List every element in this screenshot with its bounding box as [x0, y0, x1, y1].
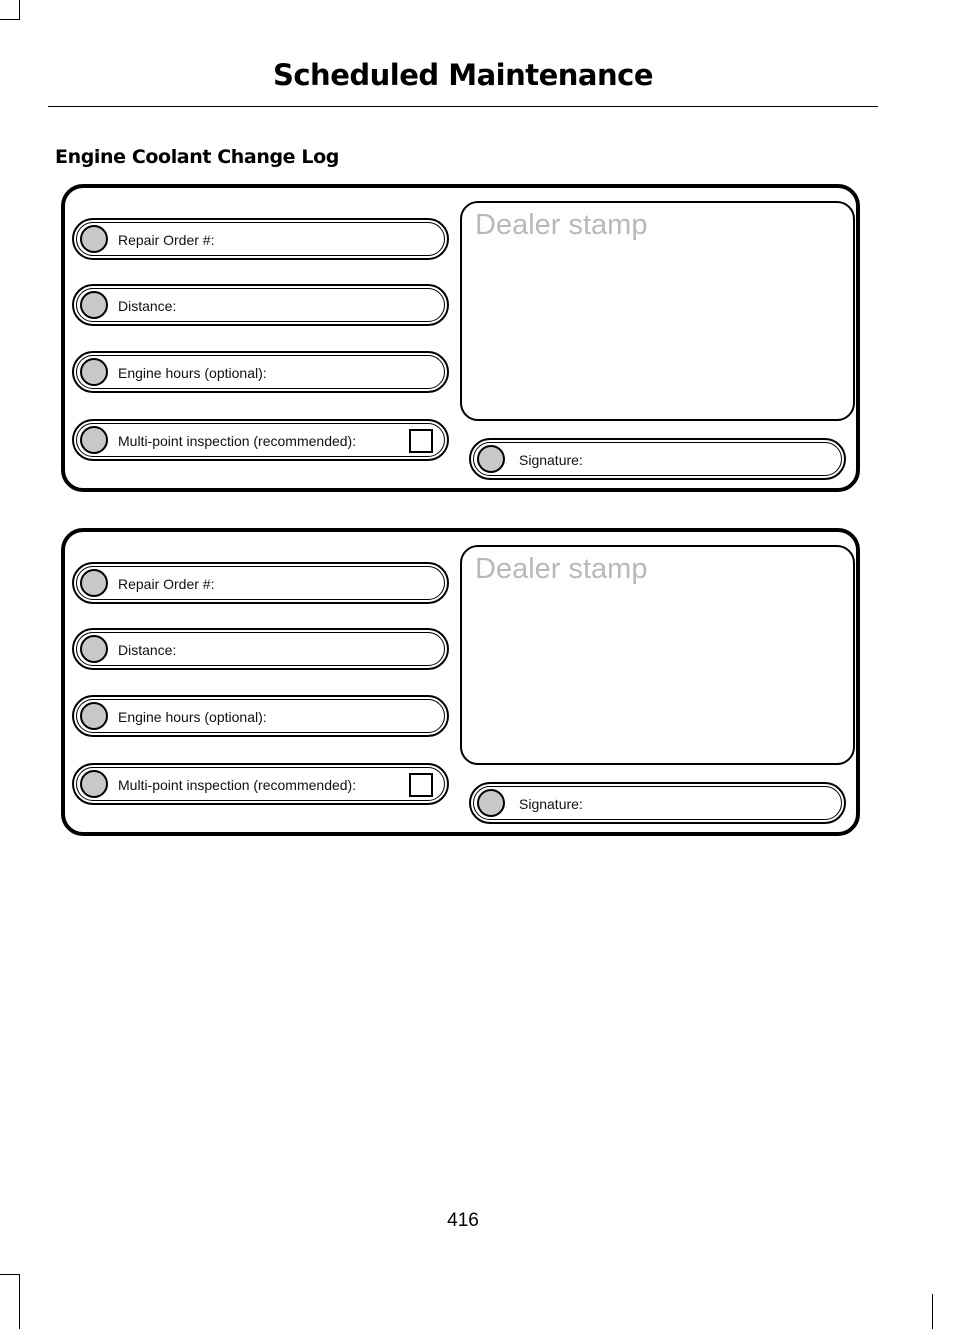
bullet-icon — [477, 445, 505, 473]
bullet-icon — [80, 569, 108, 597]
signature-label: Signature: — [519, 796, 583, 812]
crop-mark-bottom-left-h — [0, 1274, 20, 1275]
engine-hours-field[interactable] — [72, 695, 449, 737]
page-number: 416 — [447, 1210, 479, 1231]
section-heading: Engine Coolant Change Log — [55, 146, 339, 168]
signature-field[interactable] — [469, 438, 846, 480]
repair-order-label: Repair Order #: — [118, 576, 215, 592]
engine-hours-field[interactable] — [72, 351, 449, 393]
distance-label: Distance: — [118, 298, 177, 314]
signature-field[interactable] — [469, 782, 846, 824]
title-rule — [48, 106, 878, 107]
inspection-field — [72, 763, 449, 805]
bullet-icon — [80, 770, 108, 798]
dealer-stamp-box[interactable] — [460, 545, 855, 765]
dealer-stamp-box[interactable] — [460, 201, 855, 421]
inspection-field — [72, 419, 449, 461]
crop-mark-top-left-h — [0, 19, 20, 20]
bullet-icon — [80, 635, 108, 663]
signature-label: Signature: — [519, 452, 583, 468]
bullet-icon — [80, 225, 108, 253]
crop-mark-bottom-right-v — [932, 1294, 933, 1329]
repair-order-field[interactable] — [72, 562, 449, 604]
page-title: Scheduled Maintenance — [272, 58, 654, 92]
bullet-icon — [80, 426, 108, 454]
distance-field[interactable] — [72, 628, 449, 670]
inspection-checkbox[interactable] — [409, 773, 433, 797]
engine-hours-label: Engine hours (optional): — [118, 365, 267, 381]
bullet-icon — [80, 358, 108, 386]
inspection-checkbox[interactable] — [409, 429, 433, 453]
bullet-icon — [80, 702, 108, 730]
distance-field[interactable] — [72, 284, 449, 326]
crop-mark-bottom-left-v — [19, 1274, 20, 1329]
crop-mark-top-left-v — [19, 0, 20, 20]
engine-hours-label: Engine hours (optional): — [118, 709, 267, 725]
bullet-icon — [80, 291, 108, 319]
dealer-stamp-label: Dealer stamp — [475, 209, 648, 241]
dealer-stamp-label: Dealer stamp — [475, 553, 648, 585]
repair-order-field[interactable] — [72, 218, 449, 260]
inspection-label: Multi-point inspection (recommended): — [118, 777, 357, 793]
distance-label: Distance: — [118, 642, 177, 658]
inspection-label: Multi-point inspection (recommended): — [118, 433, 357, 449]
bullet-icon — [477, 789, 505, 817]
repair-order-label: Repair Order #: — [118, 232, 215, 248]
